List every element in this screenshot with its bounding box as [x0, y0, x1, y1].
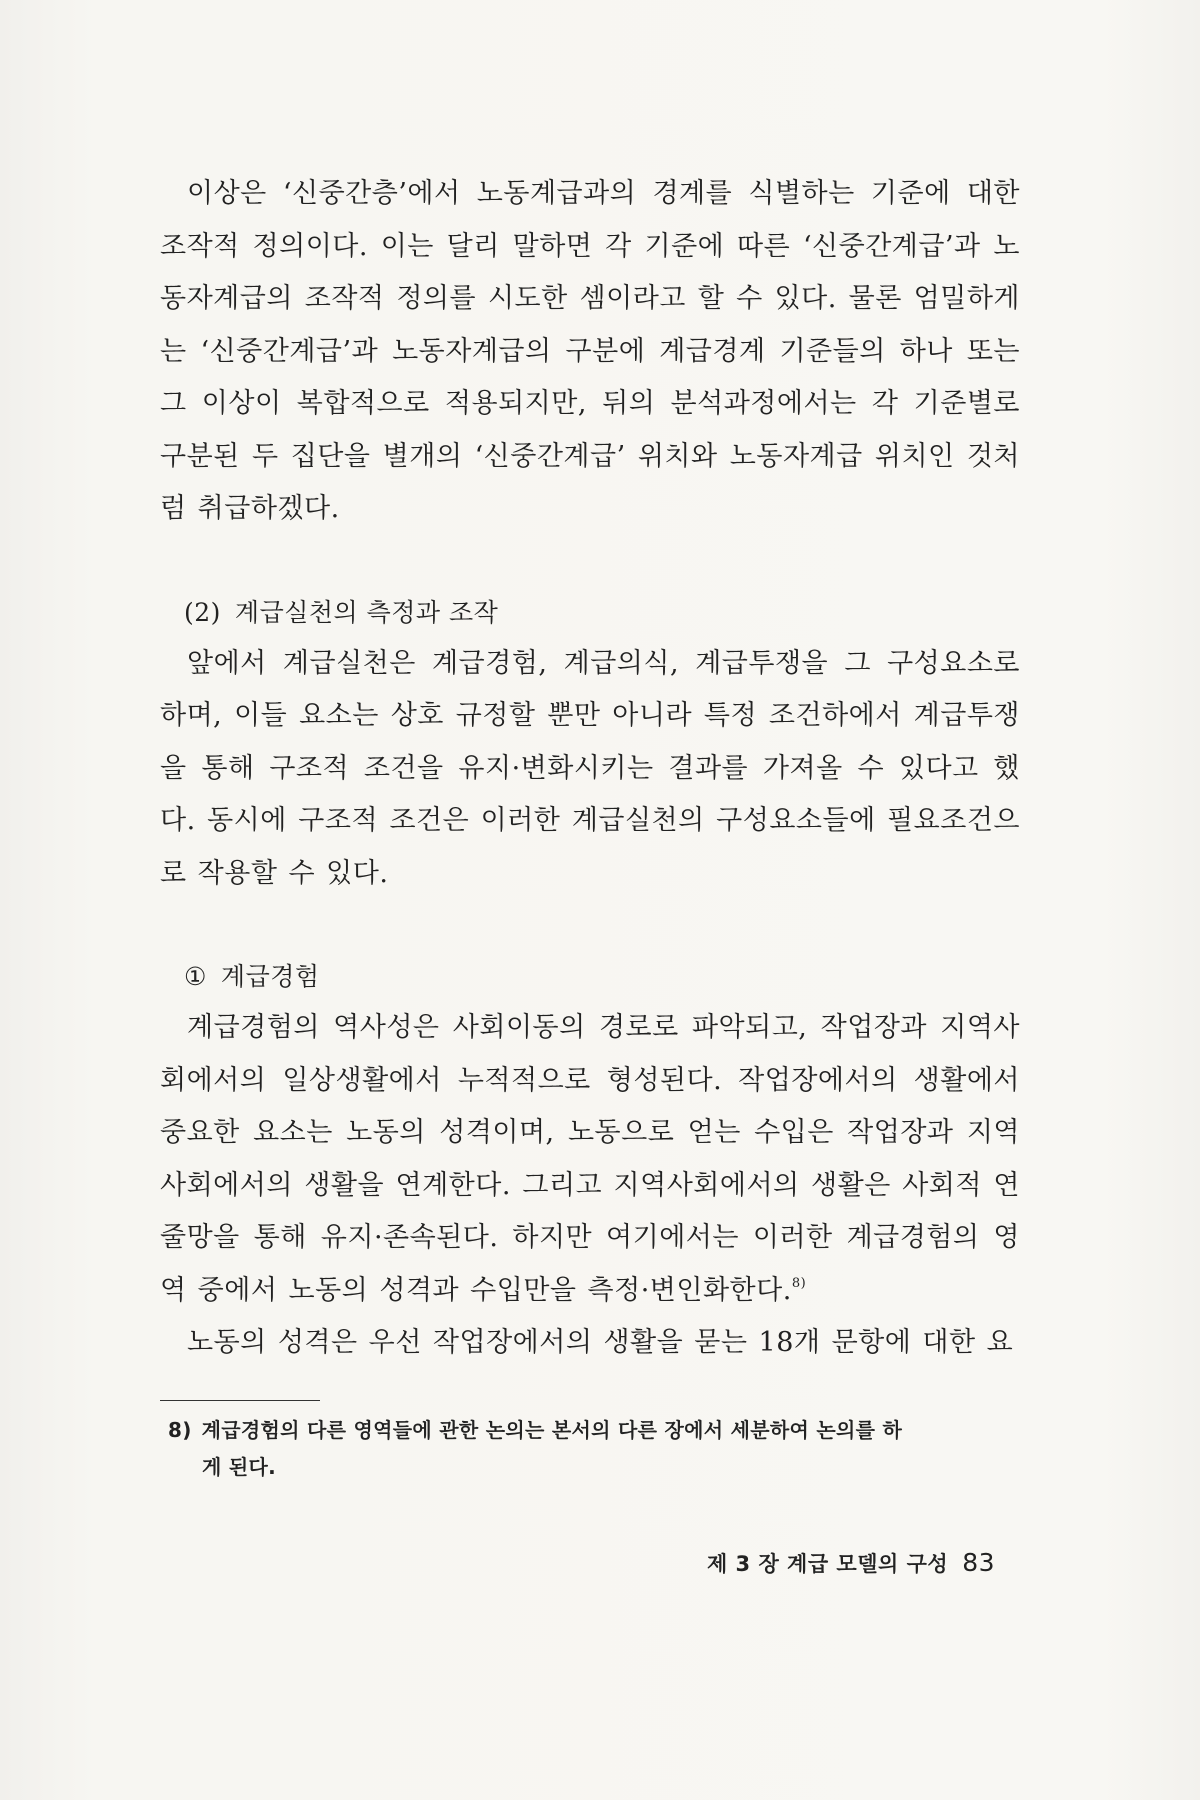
subsection-title: 계급경험 [220, 962, 320, 991]
footnote-text-line-2: 게 된다. [202, 1455, 277, 1479]
chapter-title: 제 3 장 계급 모델의 구성 [706, 1552, 949, 1576]
subsection-number: ① [184, 962, 207, 991]
page-number: 83 [962, 1548, 995, 1577]
section-heading [160, 588, 1020, 638]
footnote-reference[interactable]: 8) [791, 1275, 807, 1291]
subsection-heading [160, 952, 1020, 1002]
body-text [160, 168, 1020, 1370]
running-footer [707, 1548, 995, 1578]
paragraph-3 [160, 1002, 1020, 1317]
paragraph-3-text: 계급경험의 역사성은 사회이동의 경로로 파악되고, 작업장과 지역사회에서의 일상생활에서 누적적으로 형성된다. 작업장에서의 생활에서 중요한 요소는 노동의 성격이며, 노동으로 얻는 수입은 작업장과 지역사회에서의 생활을 연계한다. 그리고 지역사회에서의 생활은 사회적 연줄망을 통해 유지·존속된다. 하지만 여기에서는 이러한 계급경험의 영역 중에서 노동의 성격과 수입만을 측정·변인화한다. [160, 1012, 1020, 1306]
footnote-divider [160, 1400, 320, 1401]
section-gap [160, 536, 1020, 588]
paragraph-4: 노동의 성격은 우선 작업장에서의 생활을 묻는 18개 문항에 대한 요 [187, 1327, 1014, 1358]
paragraph-2: 앞에서 계급실천은 계급경험, 계급의식, 계급투쟁을 그 구성요소로 하며, 이들 요소는 상호 규정할 뿐만 아니라 특정 조건하에서 계급투쟁을 통해 구조적 조건을 유지·변화시키는 결과를 가져올 수 있다고 했다. 동시에 구조적 조건은 이러한 계급실천의 구성요소들에 필요조건으로 작용할 수 있다. [160, 647, 1020, 889]
footnote-number: 8) [168, 1418, 192, 1442]
section-gap [160, 900, 1020, 952]
footnote-text-line-1: 계급경험의 다른 영역들에 관한 논의는 본서의 다른 장에서 세분하여 논의를 하 [201, 1418, 903, 1442]
paragraph-1: 이상은 ‘신중간층’에서 노동계급과의 경계를 식별하는 기준에 대한 조작적 정의이다. 이는 달리 말하면 각 기준에 따른 ‘신중간계급’과 노동자계급의 조작적 정의를 시도한 셈이라고 할 수 있다. 물론 엄밀하게는 ‘신중간계급’과 노동자계급의 구분에 계급경계 기준들의 하나 또는 그 이상이 복합적으로 적용되지만, 뒤의 분석과정에서는 각 기준별로 구분된 두 집단을 별개의 ‘신중간계급’ 위치와 노동자계급 위치인 것처럼 취급하겠다. [160, 178, 1020, 524]
section-title: 계급실천의 측정과 조작 [234, 597, 499, 627]
section-number: (2) [184, 597, 221, 627]
footnote [168, 1412, 1020, 1486]
